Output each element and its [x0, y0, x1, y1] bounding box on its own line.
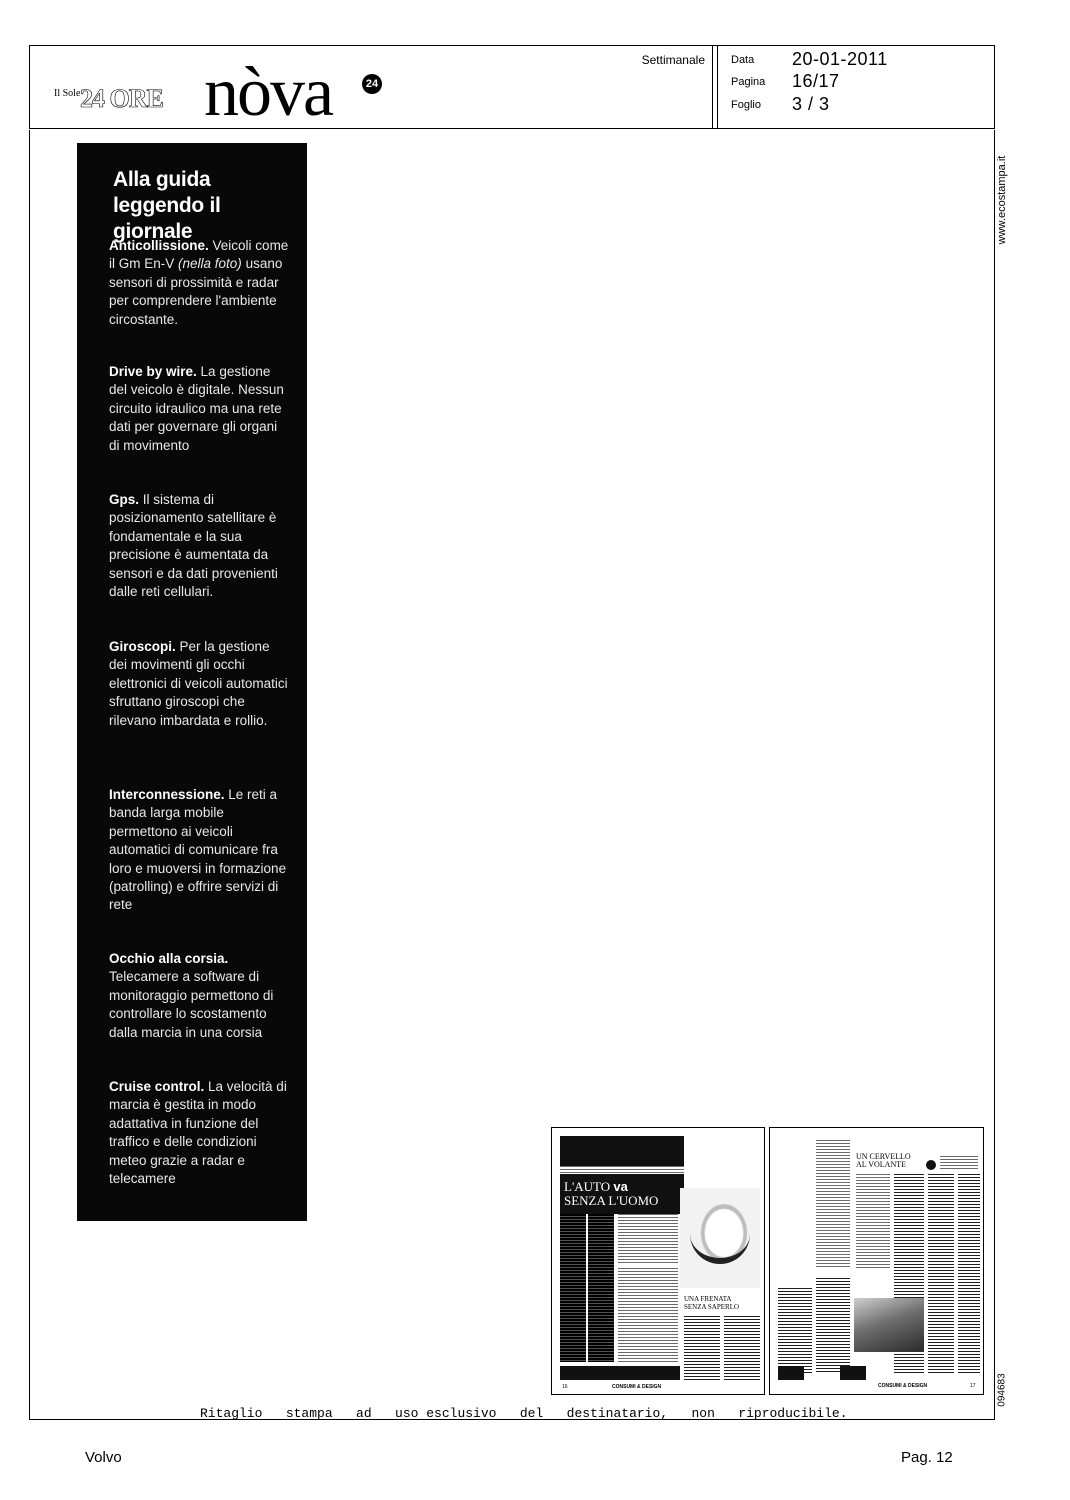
- thumb-ad: [778, 1366, 804, 1380]
- frequency-label: Settimanale: [641, 53, 705, 67]
- box-item-drive-by-wire: [109, 363, 289, 455]
- reproduction-notice: Ritaglio stampa ad uso esclusivo del destinatario, non riproducibile.: [200, 1406, 848, 1421]
- thumb-text-column: [684, 1316, 720, 1382]
- thumb-right-footer: CONSUMI & DESIGN: [878, 1383, 928, 1389]
- foglio-label: Foglio: [731, 99, 761, 111]
- item-term: Occhio alla corsia.: [109, 951, 229, 966]
- data-value: 20-01-2011: [792, 49, 888, 69]
- thumb-dark-column: [560, 1214, 586, 1362]
- item-text: Veicoli come il Gm En-V: [109, 238, 289, 272]
- item-term: Giroscopi.: [109, 639, 176, 654]
- box-item-cruise-control: [109, 1078, 289, 1188]
- item-text: usano sensori di prossimità e radar per comprendere l'ambiente circostante.: [109, 256, 283, 327]
- box-item-interconnessione: [109, 786, 289, 915]
- thumb-left-footer: CONSUMI & DESIGN: [612, 1384, 662, 1390]
- page-thumbnail-right: [769, 1127, 984, 1395]
- masthead-header: [29, 45, 995, 129]
- thumb-photo: [854, 1298, 924, 1352]
- thumb-right-headline-1: UN CERVELLO: [856, 1152, 911, 1161]
- thumb-subbanner: [560, 1166, 684, 1174]
- thumb-logo-icon: [926, 1160, 936, 1170]
- thumb-left-page-num: 16: [562, 1384, 568, 1390]
- thumb-left-headline-va: va: [613, 1179, 628, 1194]
- clipping-code: 094683: [996, 1373, 1008, 1407]
- logo-ilsole-text: Il Sole: [54, 88, 81, 99]
- item-text: Il sistema di posizionamento satellitare è fondamentale e la sua precisione è aumentata da sensori e da dati provenienti dalle reti cellulari.: [109, 492, 278, 600]
- item-text: Per la gestione dei movimenti gli occhi elettronici di veicoli automatici sfruttano giroscopi che rilevano imbardata e rollio.: [109, 639, 288, 728]
- thumb-text-column: [928, 1174, 954, 1374]
- item-term: Cruise control.: [109, 1079, 205, 1094]
- thumb-right-headline-2: AL VOLANTE: [856, 1160, 906, 1169]
- box-title: Alla guida leggendo il giornale: [113, 168, 221, 243]
- thumb-text-column: [816, 1140, 850, 1268]
- logo-24-badge: 24: [362, 74, 382, 94]
- item-term: Gps.: [109, 492, 140, 507]
- thumb-caption: [940, 1156, 978, 1170]
- thumb-ad-strip: [560, 1366, 680, 1380]
- logo-24ore-text: 24 ORE: [80, 84, 163, 113]
- thumb-banner: [560, 1136, 684, 1166]
- logo-nova-text: nòva: [204, 54, 333, 131]
- thumb-text-column: [958, 1174, 980, 1374]
- thumb-text-column: [816, 1278, 850, 1374]
- page-thumbnail-left: [551, 1127, 765, 1395]
- footer-client: Volvo: [85, 1449, 122, 1466]
- side-code: [992, 1360, 1012, 1420]
- sidebar-box: [77, 143, 307, 1221]
- thumb-intro-text: [618, 1214, 678, 1264]
- box-item-giroscopi: [109, 638, 289, 730]
- pagina-value: 16/17: [792, 71, 840, 91]
- foglio-value: 3 / 3: [792, 94, 830, 114]
- thumb-left-sub-2: SENZA SAPERLO: [684, 1303, 740, 1311]
- side-url: [992, 130, 1012, 270]
- item-term: Drive by wire.: [109, 364, 197, 379]
- thumb-left-headline-text: L'AUTO: [564, 1179, 611, 1194]
- item-term: Interconnessione.: [109, 787, 225, 802]
- item-text: La velocità di marcia è gestita in modo adattativa in funzione del traffico e delle condizioni meteo grazie a radar e telecamere: [109, 1079, 287, 1187]
- box-item-gps: [109, 491, 289, 601]
- footer-page: Pag. 12: [901, 1449, 953, 1466]
- ecostampa-url: www.ecostampa.it: [996, 155, 1008, 245]
- item-text: La gestione del veicolo è digitale. Nessun circuito idraulico ma una rete dati per governare gli organi di movimento: [109, 364, 284, 453]
- thumb-left-sub-1: UNA FRENATA: [684, 1295, 732, 1303]
- header-divider: [712, 46, 713, 128]
- header-divider: [717, 46, 718, 128]
- thumb-text-column: [856, 1174, 890, 1270]
- data-label: Data: [731, 54, 755, 66]
- item-term: Anticollissione.: [109, 238, 209, 253]
- box-item-anticollisione: [109, 237, 289, 329]
- thumb-dark-column: [588, 1214, 614, 1362]
- pagina-label: Pagina: [731, 76, 766, 88]
- thumb-left-headline-2: SENZA L'UOMO: [564, 1193, 659, 1208]
- thumb-ad: [840, 1366, 866, 1380]
- thumb-left-headline-1: [564, 1180, 628, 1193]
- item-text: Telecamere a software di monitoraggio permettono di controllare lo scostamento dalla marcia in una corsia: [109, 969, 274, 1040]
- item-text: Le reti a banda larga mobile permettono ai veicoli automatici di comunicare fra loro e muoversi in formazione (patrolling) e offrire servizi di rete: [109, 787, 287, 913]
- box-item-occhio-corsia: [109, 950, 289, 1042]
- thumb-right-page-num: 17: [970, 1383, 976, 1389]
- publication-logo: [54, 54, 394, 131]
- item-italic: (nella foto): [178, 256, 242, 272]
- thumb-text-column: [724, 1316, 760, 1382]
- thumb-text-column: [618, 1268, 678, 1362]
- thumb-text-column: [778, 1288, 812, 1374]
